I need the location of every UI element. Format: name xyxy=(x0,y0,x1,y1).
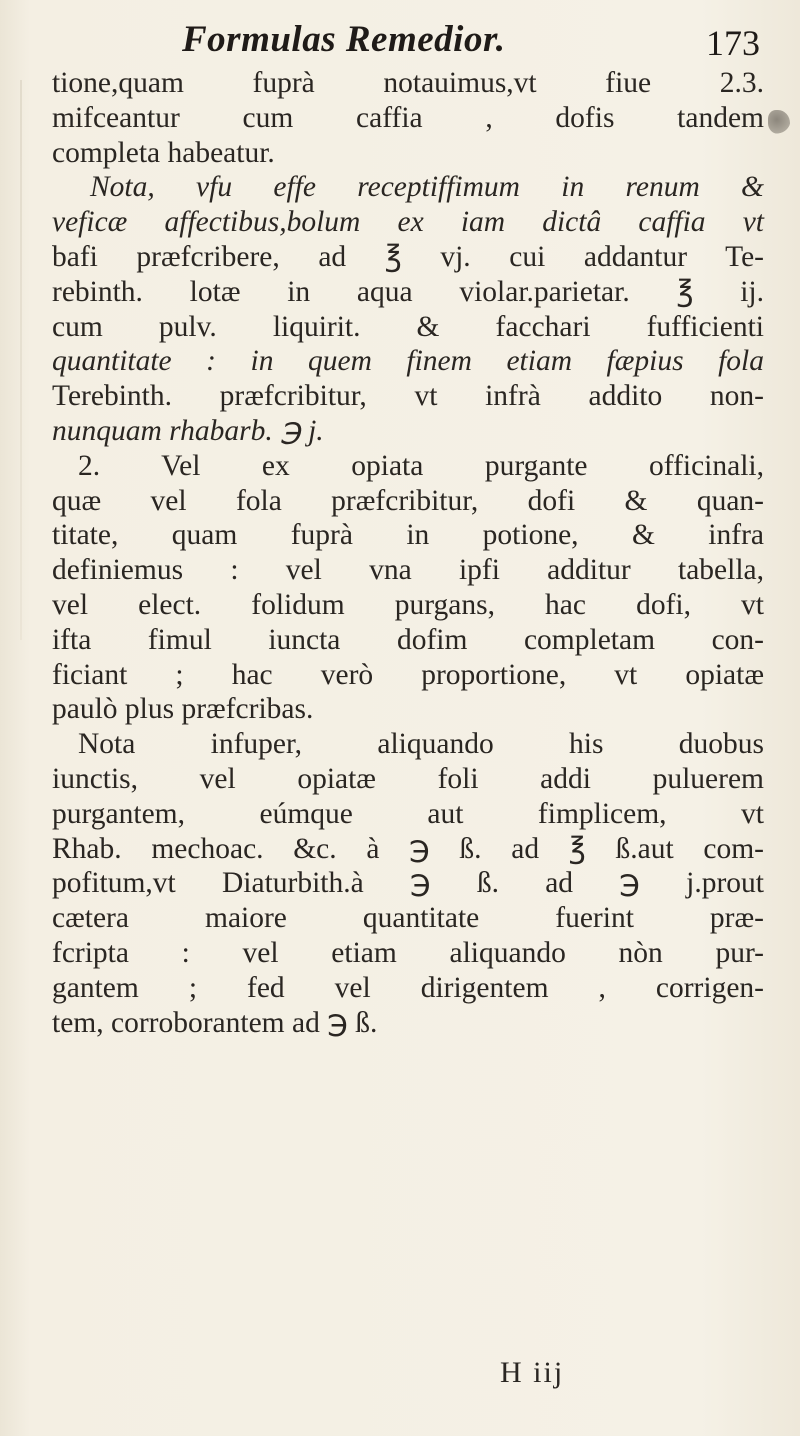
text-line: Nota, vfu effe receptiffimum in renum & xyxy=(90,171,764,204)
text-line: bafi præfcribere, ad ℥ vj. cui addantur Te- xyxy=(52,240,764,273)
text-line: vel elect. folidum purgans, hac dofi, vt xyxy=(52,588,764,621)
text-line: titate, quam fuprà in potione, & infra xyxy=(52,519,764,552)
text-line: rebinth. lotæ in aqua violar.parietar. ℥ ij. xyxy=(52,275,764,308)
text-line: tione,quam fuprà notauimus,vt fiue 2.3. xyxy=(52,67,764,99)
text-line: mifceantur cum caffia , dofis tandem xyxy=(52,101,764,134)
text-line: definiemus : vel vna ipfi additur tabella, xyxy=(52,554,764,587)
text-line: Rhab. mechoac. &c. à ℈ ß. ad ℥ ß.aut com- xyxy=(52,832,764,865)
page-header xyxy=(0,14,800,74)
text-line: tem, corroborantem ad ℈ ß. xyxy=(52,1006,378,1039)
body-text xyxy=(52,66,764,1040)
text-line: nunquam rhabarb. ℈ j. xyxy=(52,414,324,447)
signature-mark: H iij xyxy=(500,1356,565,1389)
text-line: quantitate : in quem finem etiam fæpius fola xyxy=(52,345,764,378)
text-line: quæ vel fola præfcribitur, dofi & quan- xyxy=(52,484,764,517)
text-line: ficiant ; hac verò proportione, vt opiatæ xyxy=(52,658,764,691)
text-line: completa habeatur. xyxy=(52,136,275,169)
page-number: 173 xyxy=(706,23,760,63)
gutter-shadow xyxy=(20,80,22,640)
text-line: ifta fimul iuncta dofim completam con- xyxy=(52,623,764,656)
text-line: iunctis, vel opiatæ foli addi puluerem xyxy=(52,762,764,795)
text-line: Terebinth. præfcribitur, vt infrà addito non- xyxy=(52,380,764,413)
text-line: gantem ; fed vel dirigentem , corrigen- xyxy=(52,971,764,1004)
text-line: paulò plus præfcribas. xyxy=(52,693,314,726)
text-line: pofitum,vt Diaturbith.à ℈ ß. ad ℈ j.prout xyxy=(52,867,764,900)
text-line: cætera maiore quantitate fuerint præ- xyxy=(52,902,764,935)
running-head: Formulas Remedior. xyxy=(182,19,506,60)
text-line: 2. Vel ex opiata purgante officinali, xyxy=(78,449,764,482)
text-line: veficæ affectibus,bolum ex iam dictâ caffia vt xyxy=(52,206,764,239)
ink-blot xyxy=(768,110,790,134)
text-line: Nota infuper, aliquando his duobus xyxy=(78,728,764,761)
text-line: fcripta : vel etiam aliquando nòn pur- xyxy=(52,936,764,969)
text-line: purgantem, eúmque aut fimplicem, vt xyxy=(52,797,764,830)
text-line: cum pulv. liquirit. & facchari fufficienti xyxy=(52,310,764,343)
